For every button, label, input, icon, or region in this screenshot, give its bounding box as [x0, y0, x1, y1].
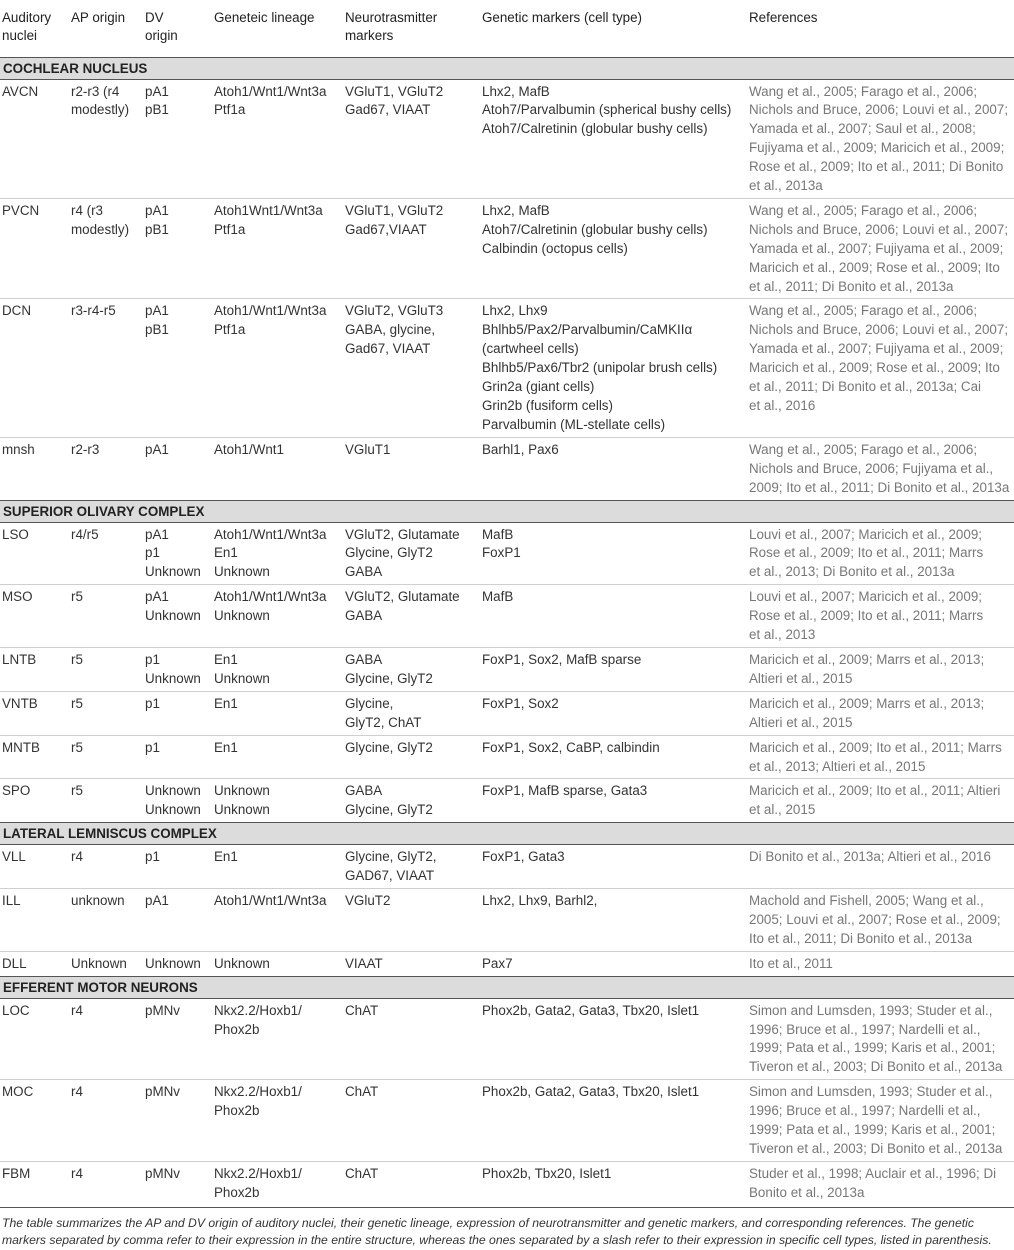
- neurotransmitter-cell: VGluT2, Glutamate Glycine, GlyT2 GABA: [345, 526, 460, 580]
- neurotransmitter-cell: GABA Glycine, GlyT2: [345, 651, 433, 686]
- header-ap-origin: AP origin: [71, 10, 126, 25]
- neurotransmitter-cell: Glycine, GlyT2: [345, 739, 433, 755]
- dv-origin-cell: p1: [145, 849, 160, 865]
- neurotransmitter-cell: Glycine, GlyT2, GAD67, VIAAT: [345, 849, 437, 884]
- dv-origin-cell: pA1 pB1: [145, 202, 169, 237]
- nucleus-cell: AVCN: [2, 83, 39, 99]
- ap-origin-cell: r3-r4-r5: [71, 303, 116, 319]
- section-title: COCHLEAR NUCLEUS: [0, 57, 1014, 79]
- dv-origin-cell: Unknown: [145, 955, 201, 971]
- neurotransmitter-cell: VIAAT: [345, 955, 383, 971]
- table-row: [0, 198, 1014, 299]
- references-cell: Louvi et al., 2007; Maricich et al., 2009; Rose et al., 2009; Ito et al., 2011; Marrs et al., 2013; Di Bonito et al., 2013a: [749, 526, 984, 580]
- references-cell: Wang et al., 2005; Farago et al., 2006; Nichols and Bruce, 2006; Louvi et al., 2007; Yamada et al., 2007; Saul et al., 2008; Fujiyama et al., 2009; Maricich et al., 2009; Rose et al., 2009; Ito et al., 2011; Di Bonito et al., 2013a: [749, 83, 1009, 194]
- header-dv-origin: DV origin: [145, 10, 178, 43]
- genetic-markers-cell: Lhx2, Lhx9, Barhl2,: [482, 893, 598, 909]
- header-neurotransmitter-markers: Neurotrasmitter markers: [345, 10, 438, 43]
- neurotransmitter-cell: VGluT2: [345, 893, 391, 909]
- ap-origin-cell: r5: [71, 783, 83, 799]
- neurotransmitter-cell: VGluT1: [345, 441, 391, 457]
- genetic-markers-cell: Lhx2, MafB Atoh7/Parvalbumin (spherical bushy cells) Atoh7/Calretinin (globular bushy cells): [482, 83, 732, 137]
- neurotransmitter-cell: VGluT2, VGluT3 GABA, glycine, Gad67, VIAAT: [345, 303, 444, 357]
- section-header-row: [0, 500, 1014, 522]
- ap-origin-cell: r5: [71, 739, 83, 755]
- section-header-row: [0, 823, 1014, 845]
- table-caption: The table summarizes the AP and DV origin of auditory nuclei, their genetic lineage, expression of neurotransmitter and genetic markers, and corresponding references. The genetic markers separated by comma refer to their expression in the entire structure, whereas the ones separated by a slash refer to their expression in specific cell types, listed in parenthesis.: [0, 1207, 1014, 1250]
- ap-origin-cell: r4: [71, 1165, 83, 1181]
- nucleus-cell: SPO: [2, 783, 31, 799]
- neurotransmitter-cell: ChAT: [345, 1084, 379, 1100]
- genetic-markers-cell: Lhx2, MafB Atoh7/Calretinin (globular bushy cells) Calbindin (octopus cells): [482, 202, 708, 256]
- genetic-markers-cell: MafB FoxP1: [482, 526, 521, 561]
- genetic-markers-cell: Phox2b, Tbx20, Islet1: [482, 1165, 612, 1181]
- section-header-row: [0, 976, 1014, 998]
- dv-origin-cell: pA1: [145, 893, 169, 909]
- genetic-markers-cell: Phox2b, Gata2, Gata3, Tbx20, Islet1: [482, 1002, 700, 1018]
- neurotransmitter-cell: ChAT: [345, 1165, 379, 1181]
- ap-origin-cell: r4: [71, 1084, 83, 1100]
- section-title: SUPERIOR OLIVARY COMPLEX: [0, 500, 1014, 522]
- references-cell: Ito et al., 2011: [749, 955, 833, 971]
- genetic-markers-cell: FoxP1, MafB sparse, Gata3: [482, 783, 648, 799]
- dv-origin-cell: pMNv: [145, 1002, 180, 1018]
- header-auditory-nuclei: Auditory nuclei: [2, 10, 52, 43]
- genetic-markers-cell: MafB: [482, 589, 514, 605]
- lineage-cell: Nkx2.2/Hoxb1/ Phox2b: [214, 1084, 302, 1119]
- lineage-cell: Nkx2.2/Hoxb1/ Phox2b: [214, 1002, 302, 1037]
- table-row: [0, 951, 1014, 976]
- nucleus-cell: MNTB: [2, 739, 40, 755]
- lineage-cell: En1: [214, 739, 238, 755]
- ap-origin-cell: r5: [71, 651, 83, 667]
- table-row: [0, 437, 1014, 500]
- table-body: [0, 57, 1014, 1205]
- references-cell: Di Bonito et al., 2013a; Altieri et al., 2016: [749, 849, 991, 865]
- dv-origin-cell: pA1 p1 Unknown: [145, 526, 201, 580]
- dv-origin-cell: pA1 pB1: [145, 303, 169, 338]
- table-row: [0, 647, 1014, 691]
- nucleus-cell: ILL: [2, 893, 21, 909]
- ap-origin-cell: r4: [71, 1002, 83, 1018]
- dv-origin-cell: p1 Unknown: [145, 651, 201, 686]
- ap-origin-cell: r2-r3 (r4 modestly): [71, 83, 130, 118]
- nucleus-cell: FBM: [2, 1165, 31, 1181]
- dv-origin-cell: pA1 pB1: [145, 83, 169, 118]
- table-row: [0, 79, 1014, 198]
- table-row: [0, 585, 1014, 648]
- ap-origin-cell: r4 (r3 modestly): [71, 202, 130, 237]
- dv-origin-cell: Unknown Unknown: [145, 783, 201, 818]
- ap-origin-cell: Unknown: [71, 955, 127, 971]
- references-cell: Wang et al., 2005; Farago et al., 2006; Nichols and Bruce, 2006; Louvi et al., 2007; Yamada et al., 2007; Fujiyama et al., 2009; Maricich et al., 2009; Rose et al., 2009; Ito et al., 2011; Di Bonito et al., 2013a: [749, 202, 1009, 294]
- nucleus-cell: MOC: [2, 1084, 34, 1100]
- table-row: [0, 522, 1014, 585]
- lineage-cell: En1 Unknown: [214, 651, 270, 686]
- dv-origin-cell: pA1 Unknown: [145, 589, 201, 624]
- table-row: [0, 691, 1014, 735]
- lineage-cell: En1: [214, 849, 238, 865]
- references-cell: Studer et al., 1998; Auclair et al., 1996; Di Bonito et al., 2013a: [749, 1165, 997, 1200]
- references-cell: Maricich et al., 2009; Ito et al., 2011; Marrs et al., 2013; Altieri et al., 2015: [749, 739, 1002, 774]
- references-cell: Simon and Lumsden, 1993; Studer et al., 1996; Bruce et al., 1997; Nardelli et al., 1999; Pata et al., 1999; Karis et al., 2001; Tiveron et al., 2003; Di Bonito et al., 2013a: [749, 1084, 1003, 1156]
- nucleus-cell: LOC: [2, 1002, 30, 1018]
- ap-origin-cell: r4: [71, 849, 83, 865]
- nucleus-cell: DLL: [2, 955, 27, 971]
- nucleus-cell: LNTB: [2, 651, 37, 667]
- section-header-row: [0, 57, 1014, 79]
- header-genetic-markers: Genetic markers (cell type): [482, 10, 642, 25]
- references-cell: Maricich et al., 2009; Marrs et al., 2013; Altieri et al., 2015: [749, 651, 985, 686]
- dv-origin-cell: pA1: [145, 441, 169, 457]
- table-row: [0, 779, 1014, 823]
- table-row: [0, 299, 1014, 437]
- nucleus-cell: DCN: [2, 303, 32, 319]
- nucleus-cell: LSO: [2, 526, 29, 542]
- neurotransmitter-cell: VGluT2, Glutamate GABA: [345, 589, 460, 624]
- nucleus-cell: VNTB: [2, 695, 38, 711]
- nucleus-cell: VLL: [2, 849, 26, 865]
- lineage-cell: Atoh1/Wnt1/Wnt3a Unknown: [214, 589, 327, 624]
- genetic-markers-cell: FoxP1, Sox2, MafB sparse: [482, 651, 642, 667]
- table-row: [0, 845, 1014, 889]
- references-cell: Machold and Fishell, 2005; Wang et al., 2005; Louvi et al., 2007; Rose et al., 2009; Ito et al., 2011; Di Bonito et al., 2013a: [749, 893, 1001, 946]
- genetic-markers-cell: Lhx2, Lhx9 Bhlhb5/Pax2/Parvalbumin/CaMKIIα (cartwheel cells) Bhlhb5/Pax6/Tbr2 (unipolar brush cells) Grin2a (giant cells) Grin2b (fusiform cells) Parvalbumin (ML-stellate cells): [482, 303, 718, 432]
- lineage-cell: Unknown Unknown: [214, 783, 270, 818]
- lineage-cell: Nkx2.2/Hoxb1/ Phox2b: [214, 1165, 302, 1200]
- table-header: [0, 0, 1014, 57]
- lineage-cell: Atoh1/Wnt1/Wnt3a Ptf1a: [214, 303, 327, 338]
- genetic-markers-cell: Barhl1, Pax6: [482, 441, 559, 457]
- neurotransmitter-cell: Glycine, GlyT2, ChAT: [345, 695, 422, 730]
- table-row: [0, 1080, 1014, 1162]
- references-cell: Wang et al., 2005; Farago et al., 2006; Nichols and Bruce, 2006; Fujiyama et al., 2009; Ito et al., 2011; Di Bonito et al., 2013a: [749, 441, 1010, 495]
- ap-origin-cell: r5: [71, 695, 83, 711]
- dv-origin-cell: pMNv: [145, 1165, 180, 1181]
- genetic-markers-cell: FoxP1, Gata3: [482, 849, 565, 865]
- section-title: LATERAL LEMNISCUS COMPLEX: [0, 823, 1014, 845]
- lineage-cell: En1: [214, 695, 238, 711]
- dv-origin-cell: pMNv: [145, 1084, 180, 1100]
- genetic-markers-cell: Pax7: [482, 955, 513, 971]
- dv-origin-cell: p1: [145, 695, 160, 711]
- header-references: References: [749, 10, 818, 25]
- references-cell: Maricich et al., 2009; Ito et al., 2011; Altieri et al., 2015: [749, 783, 1001, 818]
- header-genetic-lineage: Geneteic lineage: [214, 10, 315, 25]
- lineage-cell: Atoh1/Wnt1/Wnt3a: [214, 893, 327, 909]
- references-cell: Simon and Lumsden, 1993; Studer et al., 1996; Bruce et al., 1997; Nardelli et al., 1999; Pata et al., 1999; Karis et al., 2001; Tiveron et al., 2003; Di Bonito et al., 2013a: [749, 1002, 1003, 1075]
- lineage-cell: Atoh1/Wnt1/Wnt3a En1 Unknown: [214, 526, 327, 580]
- nucleus-cell: MSO: [2, 589, 33, 605]
- ap-origin-cell: unknown: [71, 893, 125, 909]
- genetic-markers-cell: FoxP1, Sox2, CaBP, calbindin: [482, 739, 660, 755]
- nucleus-cell: mnsh: [2, 441, 35, 457]
- nucleus-cell: PVCN: [2, 202, 40, 218]
- references-cell: Wang et al., 2005; Farago et al., 2006; Nichols and Bruce, 2006; Louvi et al., 2007; Yamada et al., 2007; Fujiyama et al., 2009; Maricich et al., 2009; Rose et al., 2009; Ito et al., 2011; Di Bonito et al., 2013a; Cai et al., 2016: [749, 303, 1009, 413]
- lineage-cell: Unknown: [214, 955, 270, 971]
- ap-origin-cell: r2-r3: [71, 441, 100, 457]
- genetic-markers-cell: FoxP1, Sox2: [482, 695, 559, 711]
- section-title: EFFERENT MOTOR NEURONS: [0, 976, 1014, 998]
- ap-origin-cell: r5: [71, 589, 83, 605]
- references-cell: Maricich et al., 2009; Marrs et al., 2013; Altieri et al., 2015: [749, 695, 985, 730]
- genetic-markers-cell: Phox2b, Gata2, Gata3, Tbx20, Islet1: [482, 1084, 700, 1100]
- table-row: [0, 735, 1014, 779]
- neurotransmitter-cell: VGluT1, VGluT2 Gad67,VIAAT: [345, 202, 444, 237]
- table-row: [0, 889, 1014, 952]
- lineage-cell: Atoh1/Wnt1: [214, 441, 284, 457]
- table-row: [0, 998, 1014, 1080]
- ap-origin-cell: r4/r5: [71, 526, 99, 542]
- neurotransmitter-cell: GABA Glycine, GlyT2: [345, 783, 433, 818]
- lineage-cell: Atoh1Wnt1/Wnt3a Ptf1a: [214, 202, 323, 237]
- neurotransmitter-cell: VGluT1, VGluT2 Gad67, VIAAT: [345, 83, 444, 118]
- neurotransmitter-cell: ChAT: [345, 1002, 379, 1018]
- lineage-cell: Atoh1/Wnt1/Wnt3a Ptf1a: [214, 83, 327, 118]
- references-cell: Louvi et al., 2007; Maricich et al., 2009; Rose et al., 2009; Ito et al., 2011; Marrs et al., 2013: [749, 589, 984, 643]
- table-row: [0, 1161, 1014, 1204]
- dv-origin-cell: p1: [145, 739, 160, 755]
